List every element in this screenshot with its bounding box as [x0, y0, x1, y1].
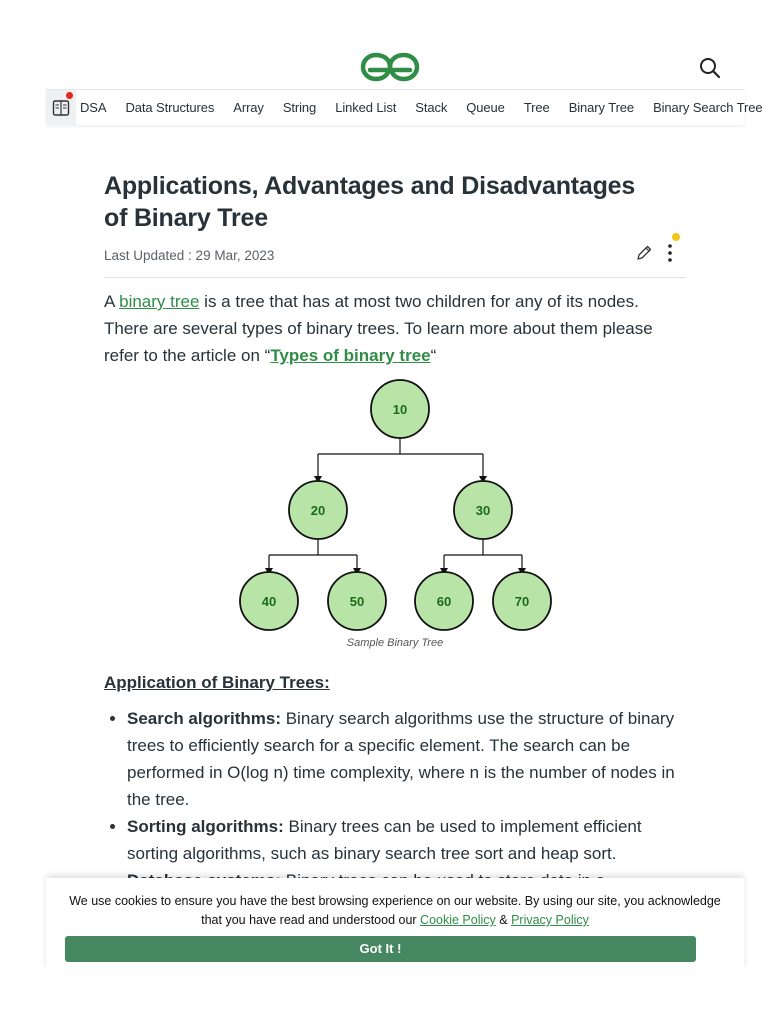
pencil-icon[interactable]: [635, 244, 653, 262]
intro-text-1: A: [104, 292, 120, 311]
tree-node-label: 30: [475, 503, 491, 518]
got-it-button[interactable]: Got It !: [65, 936, 696, 962]
tree-node-label: 20: [310, 503, 326, 518]
list-item-term: Search algorithms:: [127, 709, 281, 728]
search-icon[interactable]: [698, 56, 722, 80]
figure-caption: Sample Binary Tree: [346, 637, 444, 649]
topic-navbar: [46, 89, 763, 125]
cookie-text: We use cookies to ensure you have the best browsing experience on our website. By using our site, you acknowledge that you have read and understood our: [69, 894, 721, 927]
more-options-icon[interactable]: [662, 240, 678, 266]
nav-item-tree[interactable]: Tree: [523, 100, 550, 115]
tree-node-label: 60: [436, 594, 452, 609]
nav-item-binary-tree[interactable]: Binary Tree: [568, 100, 635, 115]
nav-item-dsa[interactable]: DSA: [80, 100, 107, 115]
geeksforgeeks-logo[interactable]: [360, 52, 420, 82]
nav-items: [80, 90, 782, 125]
list-item-text: Binary trees can be used to implement efficient sorting algorithms, such as binary search tree sort and heap sort.: [127, 817, 642, 863]
nav-item-linked-list[interactable]: Linked List: [335, 100, 397, 115]
article-meta: [104, 242, 686, 278]
nav-item-queue[interactable]: Queue: [466, 100, 505, 115]
section-heading: Application of Binary Trees:: [104, 673, 330, 692]
cookie-message: [66, 892, 724, 930]
tree-node-label: 10: [392, 402, 408, 417]
cookie-policy-link[interactable]: Cookie Policy: [420, 913, 496, 927]
article-title: Applications, Advantages and Disadvantages of Binary Tree: [104, 172, 636, 232]
tree-node-label: 40: [261, 594, 277, 609]
last-updated: Last Updated : 29 Mar, 2023: [104, 248, 275, 263]
site-header: [46, 0, 744, 90]
cookie-amp: &: [495, 913, 512, 927]
types-of-binary-tree-link[interactable]: Types of binary tree: [270, 346, 431, 365]
notification-dot: [672, 233, 680, 241]
nav-item-data-structures[interactable]: Data Structures: [125, 100, 215, 115]
list-item-text: Binary search algorithms use the structure of binary trees to efficiently search for a specific element. The search can be performed in O(log n) time complexity, where n is the number of nodes in the tree.: [127, 709, 675, 809]
cookie-banner: [46, 878, 744, 970]
list-item: [127, 813, 686, 867]
sidebar-toggle-button[interactable]: [46, 90, 76, 125]
binary-tree-diagram: [234, 379, 556, 634]
intro-text-3: “: [430, 346, 437, 365]
notification-dot: [66, 92, 73, 99]
binary-tree-link[interactable]: binary tree: [119, 292, 200, 311]
tree-node-label: 70: [514, 594, 530, 609]
list-item-term: Sorting algorithms:: [127, 817, 284, 836]
article: [104, 170, 686, 894]
privacy-policy-link[interactable]: Privacy Policy: [511, 913, 589, 927]
applications-list: [127, 705, 686, 894]
intro-paragraph: [104, 288, 686, 369]
nav-item-array[interactable]: Array: [233, 100, 264, 115]
book-icon: [52, 99, 70, 117]
list-item: [127, 705, 686, 813]
nav-item-binary-search-tree[interactable]: Binary Search Tree: [653, 100, 763, 115]
binary-tree-figure: [104, 379, 686, 659]
tree-node-label: 50: [349, 594, 365, 609]
intro-text-2: is a tree that has at most two children for any of its nodes. There are several types of binary trees. To learn more about them please refer to the article on “: [104, 292, 653, 365]
nav-item-string[interactable]: String: [282, 100, 317, 115]
nav-item-stack[interactable]: Stack: [415, 100, 448, 115]
